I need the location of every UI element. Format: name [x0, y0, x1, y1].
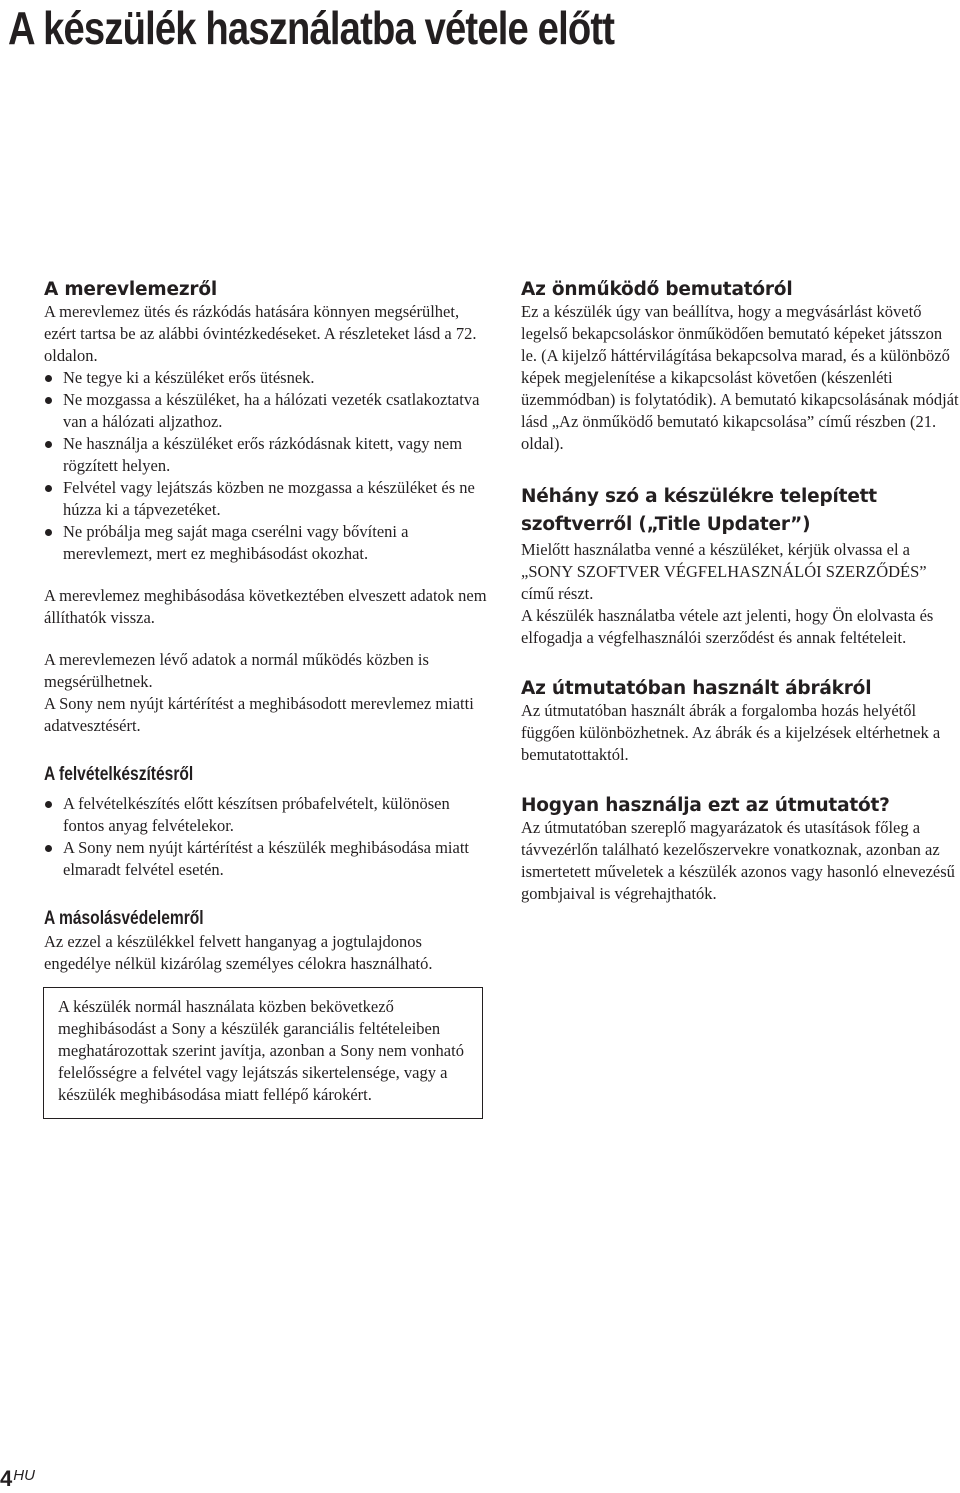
- illustrations-heading: Az útmutatóban használt ábrákról: [521, 678, 872, 699]
- list-item-text: Ne használja a készüléket erős rázkódásnak kitett, vagy nem rögzített helyen.: [63, 434, 463, 475]
- bullet-icon: [45, 441, 52, 448]
- list-item-text: Ne próbálja meg saját maga cserélni vagy bővíteni a merevlemezt, mert ez meghibásodást okozhat.: [63, 522, 409, 563]
- list-item: [44, 367, 489, 389]
- page-number: [0, 1462, 35, 1493]
- software-body-acceptance: A készülék használatba vétele azt jelenti, hogy Ön elolvasta és elfogadja a végfelhasználói szerződést és annak feltételeit.: [521, 606, 934, 647]
- list-item: [44, 837, 489, 881]
- bullet-icon: [45, 485, 52, 492]
- hdd-heading: A merevlemezről: [44, 279, 217, 300]
- software-heading: [521, 483, 960, 539]
- bullet-icon: [45, 397, 52, 404]
- demo-body: Ez a készülék úgy van beállítva, hogy a megvásárlást követő legelső bekapcsoláskor önműködően bemutató képeket játsszon le. (A kijelző háttérvilágítása bekapcsolva marad, és a különböző képek megjelenítése a kikapcsolást követően (készenléti üzemmódban) is folytatódik). A bemutató kikapcsolásának módját lásd „Az önműködő bemutató kikapcsolása” című részben (21. oldal).: [521, 302, 959, 453]
- list-item: [44, 477, 489, 521]
- howto-section: [521, 794, 960, 905]
- howto-heading: Hogyan használja ezt az útmutatót?: [521, 795, 890, 816]
- software-heading-line2: szoftverről („Title Updater”): [521, 514, 811, 535]
- warranty-notice-text: A készülék normál használata közben bekövetkező meghibásodást a Sony a készülék garanciális feltételeiben meghatározottak szerint javítja, azonban a Sony nem vonható felelősségre a felvétel vagy lejátszás sikertelensége, vagy a készülék meghibásodása miatt fellépő károkért.: [58, 997, 464, 1104]
- software-section: [521, 483, 960, 649]
- recording-heading: A felvételkészítésről: [44, 764, 194, 785]
- copyright-body: Az ezzel a készülékkel felvett hanganyag a jogtulajdonos engedélye nélkül kizárólag személyes célokra használható.: [44, 932, 433, 973]
- list-item: [44, 433, 489, 477]
- software-body-eula: Mielőtt használatba venné a készüléket, kérjük olvassa el a „SONY SZOFTVER VÉGFELHASZNÁLÓI SZERZŐDÉS” című részt.: [521, 540, 927, 603]
- howto-body: Az útmutatóban szereplő magyarázatok és utasítások főleg a távvezérlőn található kezelőszervekre vonatkoznak, azonban az ismertetett műveletek a készülék azonos vagy hasonló elnevezésű gombjaival is végrehajthatók.: [521, 818, 955, 903]
- copyright-heading: A másolásvédelemről: [44, 908, 204, 929]
- right-column: [521, 278, 960, 905]
- list-item-text: A felvételkészítés előtt készítsen próbafelvételt, különösen fontos anyag felvételekor.: [63, 794, 450, 835]
- hdd-liability-note: A Sony nem nyújt kártérítést a meghibásodott merevlemez miatti adatvesztésért.: [44, 694, 474, 735]
- warranty-notice-box: [43, 987, 483, 1119]
- hdd-data-loss-note: A merevlemez meghibásodása következtében elveszett adatok nem állíthatók vissza.: [44, 586, 487, 627]
- list-item: [44, 521, 489, 565]
- left-column: [44, 278, 489, 975]
- list-item-text: A Sony nem nyújt kártérítést a készülék meghibásodása miatt elmaradt felvétel esetén.: [63, 838, 469, 879]
- hdd-section: [44, 278, 489, 737]
- recording-section: [44, 763, 489, 881]
- list-item: [44, 793, 489, 837]
- illustrations-body: Az útmutatóban használt ábrák a forgalomba hozás helyétől függően különbözhetnek. Az ábrák és a kijelzések eltérhetnek a bemutatottaktól.: [521, 701, 941, 764]
- bullet-icon: [45, 529, 52, 536]
- hdd-intro: A merevlemez ütés és rázkódás hatására könnyen megsérülhet, ezért tartsa be az alábbi óvintézkedéseket. A részleteket lásd a 72. oldalon.: [44, 302, 477, 365]
- bullet-icon: [45, 801, 52, 808]
- list-item-text: Felvétel vagy lejátszás közben ne mozgassa a készüléket és ne húzza ki a tápvezetéket.: [63, 478, 475, 519]
- list-item-text: Ne tegye ki a készüléket erős ütésnek.: [63, 368, 315, 387]
- list-item-text: Ne mozgassa a készüléket, ha a hálózati vezeték csatlakoztatva van a hálózati aljzathoz.: [63, 390, 480, 431]
- hdd-bullet-list: [44, 367, 489, 565]
- recording-bullet-list: [44, 793, 489, 881]
- hdd-damage-note: A merevlemezen lévő adatok a normál működés közben is megsérülhetnek.: [44, 650, 429, 691]
- copyright-section: [44, 907, 489, 975]
- bullet-icon: [45, 845, 52, 852]
- page-number-value: 4: [0, 1466, 13, 1491]
- software-heading-line1: Néhány szó a készülékre telepített: [521, 486, 877, 507]
- bullet-icon: [45, 375, 52, 382]
- demo-section: [521, 278, 960, 455]
- illustrations-section: [521, 677, 960, 766]
- list-item: [44, 389, 489, 433]
- page-title: A készülék használatba vétele előtt: [8, 2, 615, 54]
- demo-heading: Az önműködő bemutatóról: [521, 279, 793, 300]
- language-code: HU: [13, 1467, 35, 1484]
